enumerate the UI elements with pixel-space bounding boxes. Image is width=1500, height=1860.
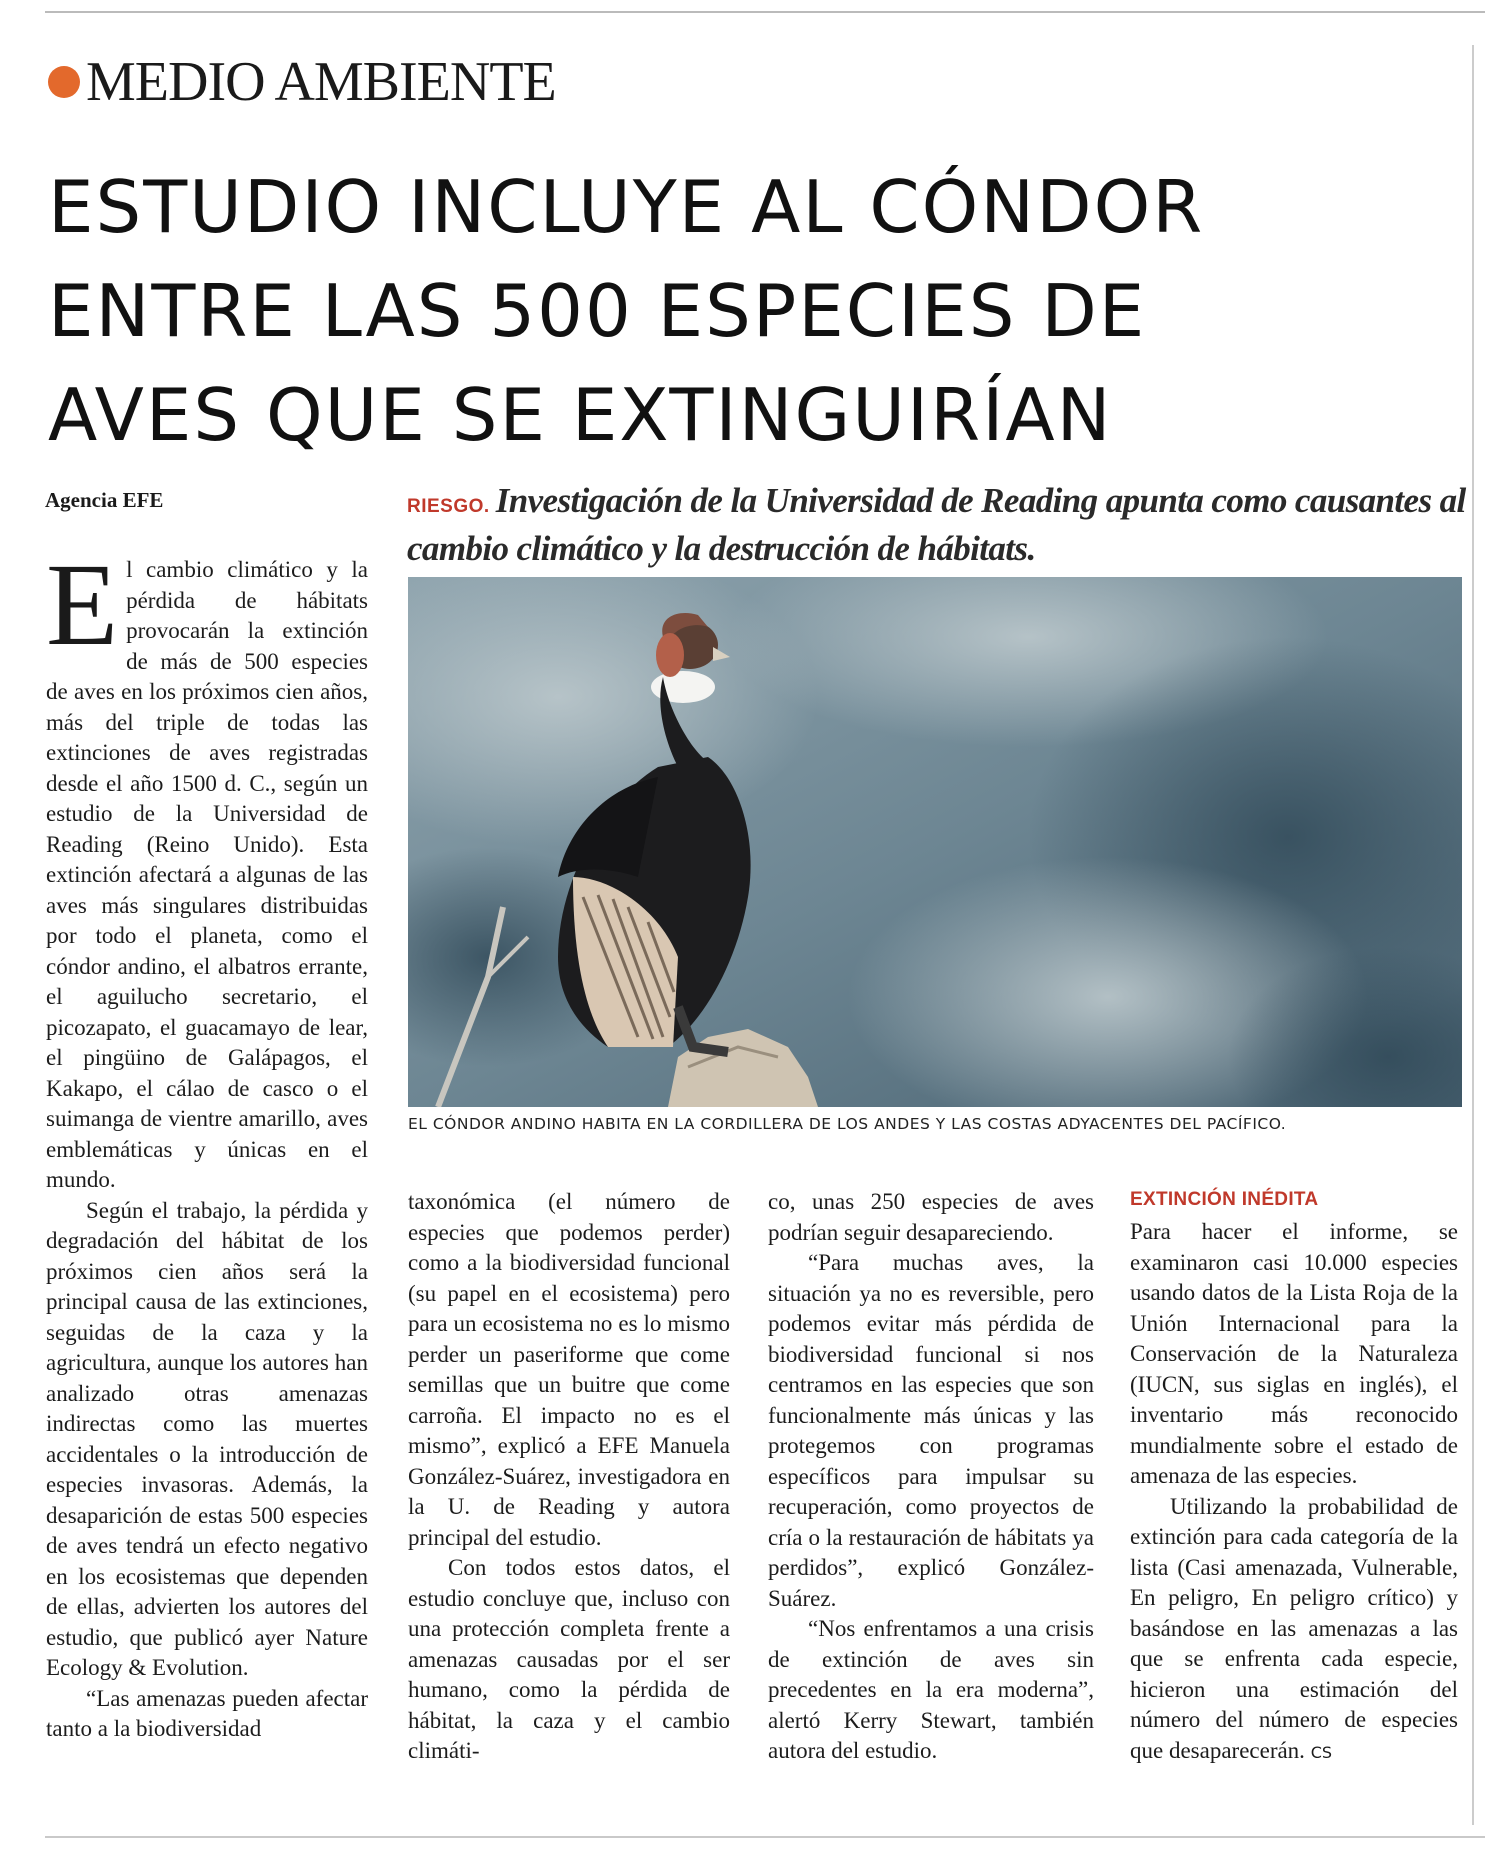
article-column-2 bbox=[408, 1187, 730, 1767]
kicker bbox=[407, 480, 1467, 570]
condor-photo-icon bbox=[408, 577, 1462, 1107]
paragraph: taxonómica (el número de especies que podemos perder) como a la biodiversidad funcional (su papel en el ecosistema) pero para un ecosistema no es lo mismo perder un paseriforme que come semillas que un buitre que come carroña. El impacto no es el mismo”, explicó a EFE Manuela González-Suárez, investigadora en la U. de Reading y autora principal del estudio. bbox=[408, 1189, 730, 1550]
paragraph: Con todos estos datos, el estudio concluye que, incluso con una protección completa frente a amenazas causadas por el ser humano, como la pérdida de hábitat, la caza y el cambio climáti- bbox=[408, 1555, 730, 1763]
photo-caption: EL CÓNDOR ANDINO HABITA EN LA CORDILLERA DE LOS ANDES Y LAS COSTAS ADYACENTES DEL PACÍFICO. bbox=[408, 1115, 1287, 1133]
condor-photo bbox=[408, 577, 1462, 1107]
section-header bbox=[48, 52, 556, 112]
paragraph: “Las amenazas pueden afectar tanto a la biodiversidad bbox=[46, 1685, 368, 1741]
article-column-1 bbox=[46, 539, 368, 1745]
paragraph bbox=[1130, 1492, 1458, 1769]
headline bbox=[48, 155, 1468, 467]
paragraph: “Nos enfrentamos a una crisis de extinción de aves sin precedentes en la era moderna”, alertó Kerry Stewart, también autora del estudio. bbox=[768, 1616, 1094, 1763]
article-column-3 bbox=[768, 1187, 1094, 1767]
headline-line: ESTUDIO INCLUYE AL CÓNDOR bbox=[48, 165, 1205, 249]
dropcap: E bbox=[46, 539, 119, 670]
paragraph: co, unas 250 especies de aves podrían seguir desapareciendo. bbox=[768, 1189, 1094, 1245]
column-edge-rule bbox=[1472, 45, 1474, 1825]
paragraph bbox=[46, 539, 368, 1196]
kicker-text: Investigación de la Universidad de Reading apunta como causantes al cambio climático y la destrucción de hábitats. bbox=[407, 481, 1466, 568]
article-column-4 bbox=[1130, 1187, 1458, 1768]
subhead: EXTINCIÓN INÉDITA bbox=[1130, 1189, 1319, 1210]
section-label: MEDIO AMBIENTE bbox=[86, 51, 556, 113]
headline-line: ENTRE LAS 500 ESPECIES DE bbox=[48, 269, 1147, 353]
section-dot-icon bbox=[48, 66, 80, 98]
paragraph-text: l cambio climático y la pérdida de hábitats provocarán la extinción de más de 500 especies de aves en los próximos cien años, más del triple de todas las extinciones de aves registradas desde el año 1500 d. C., según un estudio de la Universidad de Reading (Reino Unido). Esta extinción afectará a algunas de las aves más singulares distribuidas por todo el planeta, como el cóndor andino, el albatros errante, el aguilucho secretario, el picozapato, el guacamayo de lear, el pingüino de Galápagos, el Kakapo, el cálao de casco o el suimanga de vientre amarillo, aves emblemáticas y únicas en el mundo. bbox=[46, 557, 368, 1192]
paragraph: Para hacer el informe, se examinaron casi 10.000 especies usando datos de la Lista Roja de la Unión Internacional para la Conservación de la Naturaleza (IUCN, sus siglas en inglés), el inventario más reconocido mundialmente sobre el estado de amenaza de las especies. bbox=[1130, 1219, 1458, 1488]
paragraph-text: Utilizando la probabilidad de extinción para cada categoría de la lista (Casi amenazada, Vulnerable, En peligro, En peligro crítico) y basándose en las amenazas a las que se enfrenta cada especie, hicieron una estimación del número del número de especies que desaparecerán. bbox=[1130, 1493, 1458, 1763]
headline-line: AVES QUE SE EXTINGUIRÍAN bbox=[48, 373, 1113, 457]
byline: Agencia EFE bbox=[45, 488, 164, 512]
paragraph: Según el trabajo, la pérdida y degradación del hábitat de los próximos cien años será la principal causa de las extinciones, seguidas de la caza y la agricultura, aunque los autores han analizado otras amenazas indirectas como las muertes accidentales o la introducción de especies invasoras. Además, la desaparición de estas 500 especies de aves tendrá un efecto negativo en los ecosistemas que dependen de ellas, advierten los autores del estudio, que publicó ayer Nature Ecology & Evolution. bbox=[46, 1197, 368, 1680]
top-rule bbox=[45, 11, 1485, 13]
kicker-tag: RIESGO. bbox=[407, 496, 490, 517]
paragraph: “Para muchas aves, la situación ya no es reversible, pero podemos evitar más pérdida de biodiversidad funcional si nos centramos en las especies que son funcionalmente más únicas y las protegemos con programas específicos para impulsar su recuperación, como proyectos de cría o la restauración de hábitats ya perdidos”, explicó González-Suárez. bbox=[768, 1250, 1094, 1611]
bottom-rule bbox=[45, 1836, 1485, 1838]
end-mark-icon: CS bbox=[1310, 1742, 1333, 1762]
